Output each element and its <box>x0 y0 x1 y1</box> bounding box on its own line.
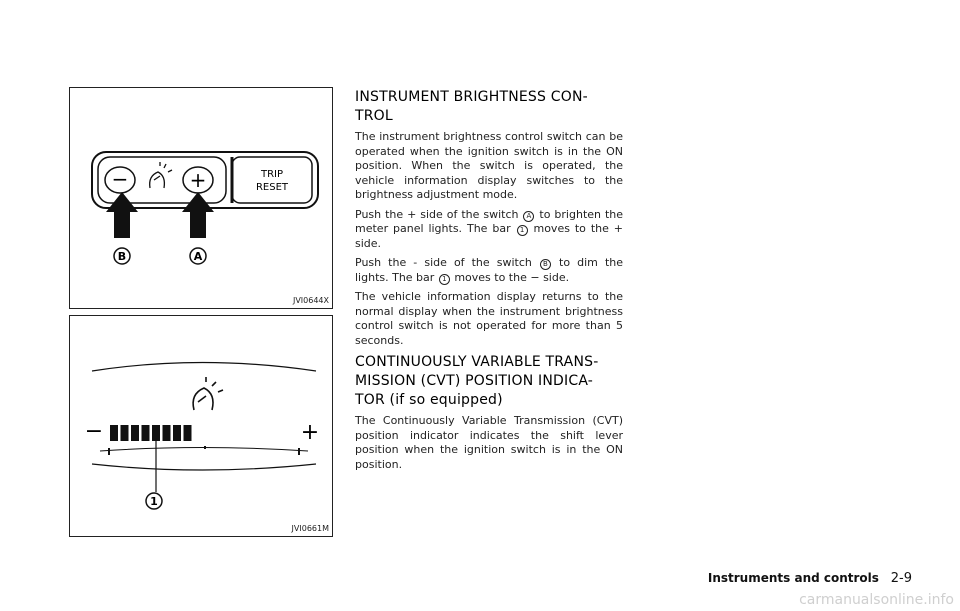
figure-brightness-switch <box>69 87 333 309</box>
paragraph: The vehicle information display returns to the normal display when the instrument brightness control switch is not operated for more than 5 seconds. <box>355 290 623 347</box>
bar-segment <box>142 425 150 441</box>
bar-segment <box>163 425 171 441</box>
bar-segment <box>131 425 139 441</box>
paragraph: The Continuously Variable Transmission (CVT) position indicator indicates the shift lever position when the ignition switch is in the ON position. <box>355 414 623 471</box>
minus-sign: − <box>84 419 104 444</box>
reset-label: RESET <box>255 182 289 193</box>
callout-b-label: B <box>117 250 127 263</box>
section-heading-brightness <box>355 88 623 126</box>
bar-segment <box>121 425 129 441</box>
callout-ref-1: 1 <box>517 225 528 236</box>
text-column <box>355 88 623 477</box>
paragraph <box>355 208 623 252</box>
bar-segment <box>173 425 181 441</box>
minus-label: − <box>111 167 129 191</box>
heading-line: TOR (if so equipped) <box>355 392 503 408</box>
bar-segment <box>184 425 192 441</box>
tick-right <box>298 448 300 455</box>
switch-illustration <box>70 88 332 308</box>
text-run: moves to the − side. <box>454 270 570 284</box>
text-run: moves to the + side. <box>355 222 624 250</box>
heading-line: MISSION (CVT) POSITION INDICA- <box>355 373 594 389</box>
text-run: Push the + side of the switch <box>355 207 519 221</box>
page-footer <box>708 571 912 586</box>
section-heading-cvt <box>355 353 623 410</box>
heading-line: TROL <box>355 108 393 124</box>
bar-segment <box>110 425 118 441</box>
figure-code: JVI0644X <box>292 296 329 305</box>
heading-line: CONTINUOUSLY VARIABLE TRANS- <box>355 354 599 370</box>
paragraph <box>355 256 623 285</box>
callout-ref-a: A <box>523 211 534 222</box>
display-illustration <box>70 316 332 536</box>
page-number: 2-9 <box>890 571 912 586</box>
text-run: Push the - side of the switch <box>355 256 532 269</box>
tick-left <box>108 448 110 455</box>
figure-brightness-display <box>69 315 333 537</box>
brightness-bar <box>110 425 192 441</box>
paragraph: The instrument brightness control switch can be operated when the ignition switch is in the ON position. When the switch is operated, the vehicle information display switches to the brightness adjustment mode. <box>355 130 623 201</box>
display-bottom-curve <box>92 464 316 470</box>
heading-line: INSTRUMENT BRIGHTNESS CON- <box>355 89 588 105</box>
tick-center <box>204 446 206 449</box>
trip-reset-button <box>232 157 312 203</box>
footer-section-title: Instruments and controls <box>707 571 879 585</box>
figure-code: JVI0661M <box>291 524 329 533</box>
display-top-curve <box>92 363 316 372</box>
brightness-icon <box>193 377 223 410</box>
watermark: carmanualsonline.info <box>799 592 954 608</box>
plus-sign: + <box>300 420 320 445</box>
callout-a-label: A <box>193 250 203 263</box>
callout-1-label: 1 <box>150 495 158 508</box>
trip-label: TRIP <box>260 169 284 180</box>
callout-ref-1: 1 <box>439 274 450 285</box>
plus-label: + <box>189 168 207 192</box>
text-run: to brighten the meter panel lights. The bar <box>355 207 624 235</box>
callout-ref-b: B <box>540 259 551 270</box>
text-run: to dim the lights. The bar <box>355 256 624 284</box>
